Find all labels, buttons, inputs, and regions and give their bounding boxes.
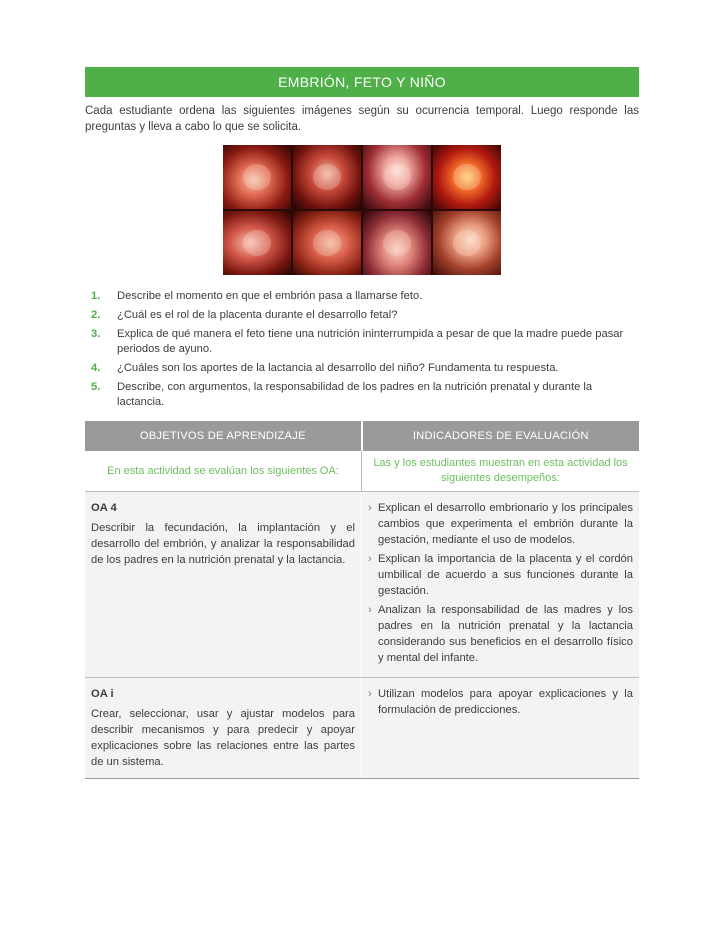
indicators-list (368, 500, 633, 666)
embryo-photo-4 (433, 145, 501, 209)
question-number: 3. (91, 328, 101, 340)
indicator-text: Analizan la responsabilidad de las madres y los padres en la nutrición prenatal y la lactancia considerando sus beneficios en el desarrollo físico y mental del infante. (378, 604, 633, 665)
indicator-item (368, 500, 633, 548)
embryo-photo-1 (223, 145, 291, 209)
page-title: EMBRIÓN, FETO Y NIÑO (85, 67, 639, 97)
objective-cell (85, 678, 362, 779)
intro-paragraph: Cada estudiante ordena las siguientes imágenes según su ocurrencia temporal. Luego responde las preguntas y lleva a cabo lo que se solicita. (85, 105, 639, 133)
question-text: Describe el momento en que el embrión pasa a llamarse feto. (117, 290, 423, 302)
embryo-photo-2 (293, 145, 361, 209)
bullet-arrow-icon: › (368, 553, 372, 566)
indicator-item (368, 602, 633, 666)
embryo-photo-5 (223, 211, 291, 275)
indicator-text: Explican la importancia de la placenta y el cordón umbilical de acuerdo a sus funciones durante la gestación. (378, 553, 633, 598)
embryo-photo-collage (223, 145, 501, 275)
question-text: Explica de qué manera el feto tiene una nutrición ininterrumpida a pesar de que la madre puede pasar periodos de ayuno. (117, 328, 624, 355)
header-indicators: INDICADORES DE EVALUACIÓN (362, 421, 640, 451)
question-number: 2. (91, 309, 101, 321)
embryo-photo-8 (433, 211, 501, 275)
bullet-arrow-icon: › (368, 604, 372, 617)
question-item (85, 289, 639, 304)
objective-cell (85, 492, 362, 678)
table-row (85, 492, 639, 678)
embryo-photo-6 (293, 211, 361, 275)
question-item (85, 361, 639, 376)
question-item (85, 327, 639, 357)
indicators-cell (362, 492, 640, 678)
question-number: 5. (91, 381, 101, 393)
question-number: 4. (91, 362, 101, 374)
question-item (85, 380, 639, 410)
embryo-photo-7 (363, 211, 431, 275)
questions-list (85, 289, 639, 410)
indicators-cell (362, 678, 640, 779)
bullet-arrow-icon: › (368, 502, 372, 515)
embryo-photo-3 (363, 145, 431, 209)
question-text: ¿Cuáles son los aportes de la lactancia al desarrollo del niño? Fundamenta tu respuesta. (117, 362, 559, 374)
indicator-text: Utilizan modelos para apoyar explicaciones y la formulación de predicciones. (378, 688, 633, 717)
indicators-list (368, 686, 633, 718)
question-item (85, 308, 639, 323)
question-text: Describe, con argumentos, la responsabilidad de los padres en la nutrición prenatal y durante la lactancia. (117, 381, 593, 408)
indicator-item (368, 686, 633, 718)
subheader-indicators: Las y los estudiantes muestran en esta actividad los siguientes desempeños: (362, 451, 640, 492)
indicator-item (368, 551, 633, 599)
bullet-arrow-icon: › (368, 688, 372, 701)
subheader-objectives: En esta actividad se evalúan los siguientes OA: (85, 451, 362, 492)
question-number: 1. (91, 290, 101, 302)
header-objectives: OBJETIVOS DE APRENDIZAJE (85, 421, 362, 451)
table-row (85, 678, 639, 779)
worksheet-page (85, 67, 639, 779)
objectives-table (85, 421, 639, 779)
oa-description: Crear, seleccionar, usar y ajustar modelos para describir mecanismos y para predecir y apoyar explicaciones sobre las relaciones entre las partes de un sistema. (91, 708, 355, 769)
oa-title: OA i (91, 688, 114, 701)
question-text: ¿Cuál es el rol de la placenta durante el desarrollo fetal? (117, 309, 398, 321)
oa-title: OA 4 (91, 502, 117, 515)
oa-description: Describir la fecundación, la implantación y el desarrollo del embrión, y analizar la responsabilidad de los padres en la nutrición prenatal y la lactancia. (91, 522, 355, 567)
indicator-text: Explican el desarrollo embrionario y los principales cambios que experimenta el embrión durante la gestación, mediante el uso de modelos. (378, 502, 633, 547)
